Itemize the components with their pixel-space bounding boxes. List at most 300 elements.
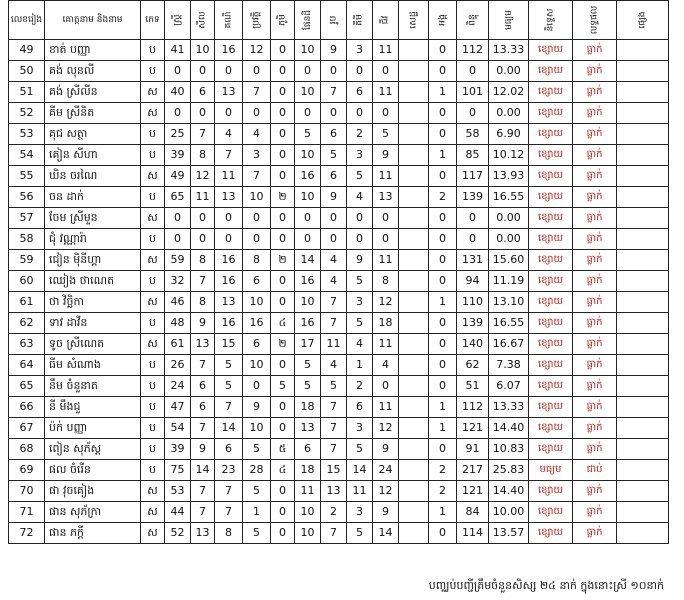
table-cell: 26 [165, 355, 191, 376]
table-cell: 15.60 [489, 250, 529, 271]
table-cell: 17 [295, 334, 321, 355]
result-cell: ខ្សោយ [529, 82, 573, 103]
table-cell: 3 [243, 145, 271, 166]
table-cell: ៤ [271, 460, 295, 481]
table-cell: 1 [429, 418, 457, 439]
column-header [321, 1, 347, 40]
table-cell: ៤ [271, 313, 295, 334]
table-cell: 85 [457, 145, 489, 166]
table-cell: 1 [429, 397, 457, 418]
table-cell: 39 [165, 145, 191, 166]
column-header [243, 1, 271, 40]
table-cell: 14 [373, 523, 399, 544]
table-cell: 5 [295, 124, 321, 145]
table-cell: 121 [457, 418, 489, 439]
table-body [9, 40, 669, 544]
table-cell: 0 [191, 229, 215, 250]
table-cell: 0 [215, 229, 243, 250]
column-header [215, 1, 243, 40]
table-cell [399, 523, 429, 544]
table-cell [399, 355, 429, 376]
table-cell: 84 [457, 502, 489, 523]
table-cell: 3 [347, 145, 373, 166]
result-cell: ធ្លាក់ [573, 229, 617, 250]
table-cell: 0 [295, 103, 321, 124]
table-cell: 13.33 [489, 397, 529, 418]
table-cell: 59 [9, 250, 45, 271]
table-cell [399, 334, 429, 355]
table-cell: 0 [429, 250, 457, 271]
table-cell [617, 82, 669, 103]
student-name-cell: ខាត់ បញ្ញា [45, 40, 141, 61]
column-header-label: គីមី [354, 14, 365, 26]
table-cell: 9 [243, 397, 271, 418]
table-cell: 7.38 [489, 355, 529, 376]
table-cell: 16 [215, 250, 243, 271]
table-cell [617, 145, 669, 166]
table-cell [399, 250, 429, 271]
table-cell: 0 [271, 145, 295, 166]
table-cell: 10 [243, 418, 271, 439]
table-cell [617, 124, 669, 145]
table-cell: 4 [243, 124, 271, 145]
table-cell: 6 [347, 82, 373, 103]
table-cell: ២ [271, 334, 295, 355]
table-cell: 0 [373, 103, 399, 124]
table-row [9, 355, 669, 376]
table-cell: 10 [243, 292, 271, 313]
table-cell: 10.83 [489, 439, 529, 460]
table-cell: 0 [165, 103, 191, 124]
result-cell: ធ្លាក់ [573, 376, 617, 397]
table-cell: 6 [215, 439, 243, 460]
table-cell: 0 [321, 103, 347, 124]
header-row [9, 1, 669, 40]
table-cell: 8 [191, 292, 215, 313]
table-cell: 55 [9, 166, 45, 187]
table-row [9, 271, 669, 292]
table-cell: 5 [243, 439, 271, 460]
column-header [399, 1, 429, 40]
table-cell [399, 418, 429, 439]
column-header-label: ភូមិ [277, 14, 288, 26]
column-header-label: គណិ [223, 11, 234, 29]
table-cell [399, 376, 429, 397]
table-cell: 0 [271, 103, 295, 124]
column-header-label: មធ្យម [503, 10, 514, 30]
student-name-cell: គីម ស្រីនិត [45, 103, 141, 124]
column-header-label: ផែនដី [302, 10, 313, 30]
column-header-label: សីល [197, 11, 208, 29]
table-cell: 117 [457, 166, 489, 187]
table-cell: 13 [191, 523, 215, 544]
table-row [9, 397, 669, 418]
summary-footer: បញ្ឈប់បញ្ជីត្រឹមចំនួនសិស្ស ២៤ នាក់ ក្នុងនោះស្រី ១០នាក់ [428, 579, 664, 592]
table-cell: 11 [373, 40, 399, 61]
table-cell: 13 [321, 481, 347, 502]
student-name-cell: នី មឹងជួ [45, 397, 141, 418]
table-cell: 0 [429, 271, 457, 292]
table-cell: 47 [165, 397, 191, 418]
table-cell: 0 [271, 229, 295, 250]
table-cell: 13 [191, 334, 215, 355]
table-cell: 6 [321, 124, 347, 145]
table-cell: 62 [9, 313, 45, 334]
table-cell: 0.00 [489, 103, 529, 124]
table-cell: 11 [321, 334, 347, 355]
table-cell [617, 376, 669, 397]
table-header [9, 1, 669, 40]
table-cell: 10 [191, 40, 215, 61]
table-cell: ស [141, 250, 165, 271]
table-cell: 0.00 [489, 229, 529, 250]
table-cell: ប [141, 418, 165, 439]
table-cell: 2 [347, 376, 373, 397]
table-cell: 0.00 [489, 61, 529, 82]
table-cell: 0 [429, 334, 457, 355]
result-cell: ធ្លាក់ [573, 439, 617, 460]
table-cell: 16 [215, 40, 243, 61]
table-row [9, 103, 669, 124]
table-cell: 3 [347, 292, 373, 313]
table-cell: 71 [9, 502, 45, 523]
table-cell: 0 [243, 229, 271, 250]
table-cell: 52 [165, 523, 191, 544]
table-cell: 0 [271, 292, 295, 313]
table-cell: 0 [271, 481, 295, 502]
table-row [9, 187, 669, 208]
result-cell: ខ្សោយ [529, 229, 573, 250]
student-name-cell: គុជ សត្ថា [45, 124, 141, 145]
table-row [9, 481, 669, 502]
table-cell: 7 [191, 481, 215, 502]
table-row [9, 61, 669, 82]
column-header-label: ជីវ [380, 15, 391, 25]
table-cell [617, 61, 669, 82]
result-cell: ធ្លាក់ [573, 187, 617, 208]
table-cell [617, 271, 669, 292]
student-name-cell: ឈៀង ថាណេត [45, 271, 141, 292]
table-cell: 1 [429, 145, 457, 166]
table-cell: 0 [457, 229, 489, 250]
column-header-label: ពិន្ទុ [467, 14, 478, 26]
table-cell: 0 [271, 502, 295, 523]
table-cell [617, 40, 669, 61]
table-cell: 7 [321, 82, 347, 103]
column-header-label: អង្គ [437, 14, 448, 26]
table-cell: 13.93 [489, 166, 529, 187]
table-cell: 25.83 [489, 460, 529, 481]
table-cell: 4 [321, 355, 347, 376]
student-name-cell: ប៉ក់ បញ្ញា [45, 418, 141, 439]
table-cell: 0 [321, 61, 347, 82]
result-cell: ធ្លាក់ [573, 40, 617, 61]
table-cell: 0 [373, 208, 399, 229]
table-cell: 11 [373, 250, 399, 271]
table-cell: 9 [373, 145, 399, 166]
table-cell: 11 [191, 187, 215, 208]
table-cell: 5 [215, 355, 243, 376]
table-cell: 7 [321, 292, 347, 313]
table-cell: 75 [165, 460, 191, 481]
table-cell: 0 [165, 208, 191, 229]
table-cell: 0 [347, 61, 373, 82]
table-cell [617, 187, 669, 208]
result-cell: ខ្សោយ [529, 271, 573, 292]
table-cell: ស [141, 208, 165, 229]
table-cell: 2 [429, 187, 457, 208]
result-cell: ខ្សោយ [529, 397, 573, 418]
table-cell: ប [141, 229, 165, 250]
table-cell: 5 [321, 145, 347, 166]
table-cell: 56 [9, 187, 45, 208]
table-row [9, 418, 669, 439]
table-cell: 13 [215, 292, 243, 313]
result-cell: ខ្សោយ [529, 502, 573, 523]
column-header [295, 1, 321, 40]
table-cell: 13.57 [489, 523, 529, 544]
table-cell: 23 [215, 460, 243, 481]
table-cell: 0 [429, 313, 457, 334]
student-name-cell: ផាន ភក្ដី [45, 523, 141, 544]
table-cell [617, 229, 669, 250]
student-name-cell: ពៀន សុភ័ស្ត [45, 439, 141, 460]
table-cell: 0 [429, 208, 457, 229]
table-cell [399, 145, 429, 166]
result-cell: ខ្សោយ [529, 439, 573, 460]
table-cell: 121 [457, 481, 489, 502]
table-cell: ស [141, 481, 165, 502]
table-cell: 7 [321, 418, 347, 439]
student-name-cell: ផល ចំរើន [45, 460, 141, 481]
table-cell: 0 [191, 103, 215, 124]
table-cell: 12 [373, 418, 399, 439]
table-cell: 2 [321, 502, 347, 523]
table-cell: 18 [373, 313, 399, 334]
table-cell [617, 418, 669, 439]
table-cell: 6 [191, 376, 215, 397]
table-cell [399, 124, 429, 145]
table-cell [617, 250, 669, 271]
table-cell: 4 [321, 271, 347, 292]
table-cell: 69 [9, 460, 45, 481]
table-cell: 16 [215, 271, 243, 292]
student-name-cell: គង់ លុនលី [45, 61, 141, 82]
table-row [9, 460, 669, 481]
table-cell: 51 [457, 376, 489, 397]
table-cell: 0 [243, 376, 271, 397]
table-row [9, 292, 669, 313]
table-cell: 6 [321, 166, 347, 187]
table-cell: 0 [271, 82, 295, 103]
table-cell: 5 [295, 376, 321, 397]
result-cell: ខ្សោយ [529, 418, 573, 439]
result-cell: ធ្លាក់ [573, 502, 617, 523]
result-cell: ធ្លាក់ [573, 166, 617, 187]
table-cell: 14 [215, 418, 243, 439]
table-cell: ប [141, 145, 165, 166]
table-cell: 7 [321, 397, 347, 418]
column-header [489, 1, 529, 40]
table-cell: 101 [457, 82, 489, 103]
result-cell: ខ្សោយ [529, 334, 573, 355]
student-name-cell: ឃិន ចរណៃ [45, 166, 141, 187]
table-cell: 5 [347, 166, 373, 187]
result-cell: ធ្លាក់ [573, 418, 617, 439]
table-row [9, 40, 669, 61]
table-cell: 112 [457, 40, 489, 61]
table-cell: 9 [373, 439, 399, 460]
table-cell: 5 [243, 523, 271, 544]
table-cell: 7 [191, 418, 215, 439]
table-cell: 0 [429, 355, 457, 376]
table-cell: ស [141, 502, 165, 523]
table-cell: 0 [429, 523, 457, 544]
table-cell: 0 [271, 397, 295, 418]
table-cell: 50 [9, 61, 45, 82]
result-cell: ខ្សោយ [529, 376, 573, 397]
table-cell: 5 [295, 355, 321, 376]
table-cell: ស [141, 103, 165, 124]
student-name-cell: ចែម ស្រីមួន [45, 208, 141, 229]
table-cell: ស [141, 292, 165, 313]
column-header [9, 1, 45, 40]
table-cell: 7 [191, 355, 215, 376]
table-cell: 0 [429, 103, 457, 124]
table-cell: 13.10 [489, 292, 529, 313]
table-cell: 12.02 [489, 82, 529, 103]
column-header-label: ប្រវត្តិ [251, 11, 262, 29]
table-cell: 3 [347, 418, 373, 439]
table-cell: 24 [165, 376, 191, 397]
table-cell: 13 [215, 82, 243, 103]
table-cell: 2 [347, 124, 373, 145]
student-name-cell: គង់ ស្រីលីន [45, 82, 141, 103]
table-cell: ប [141, 271, 165, 292]
table-cell: 7 [191, 124, 215, 145]
table-cell: 70 [9, 481, 45, 502]
table-cell: 6 [243, 271, 271, 292]
table-cell: 7 [215, 145, 243, 166]
table-cell: 16.55 [489, 187, 529, 208]
table-cell: 0 [373, 61, 399, 82]
table-cell: 0 [295, 229, 321, 250]
table-cell: 72 [9, 523, 45, 544]
column-header [271, 1, 295, 40]
table-cell: 11 [373, 82, 399, 103]
table-cell: 2 [429, 460, 457, 481]
table-cell: 139 [457, 187, 489, 208]
table-row [9, 145, 669, 166]
table-cell: 0 [457, 103, 489, 124]
table-cell [617, 334, 669, 355]
table-cell: 60 [9, 271, 45, 292]
column-header [165, 1, 191, 40]
table-cell [399, 460, 429, 481]
table-cell [617, 397, 669, 418]
column-header-label: ផ្សេង [637, 11, 648, 29]
table-cell: ស [141, 334, 165, 355]
table-cell [399, 313, 429, 334]
table-row [9, 523, 669, 544]
column-header-label: និទ្ទេស [545, 8, 556, 32]
table-cell [399, 61, 429, 82]
result-cell: ធ្លាក់ [573, 271, 617, 292]
result-cell: ខ្សោយ [529, 250, 573, 271]
table-cell: 15 [321, 460, 347, 481]
table-cell: 0.00 [489, 208, 529, 229]
table-cell [399, 229, 429, 250]
table-cell: 0 [243, 208, 271, 229]
column-header-label: លេខរៀង [10, 15, 43, 25]
table-cell [399, 166, 429, 187]
table-cell: 0 [243, 61, 271, 82]
table-cell: 18 [295, 397, 321, 418]
table-cell: 1 [429, 82, 457, 103]
table-cell: 4 [373, 355, 399, 376]
table-cell: ស [141, 166, 165, 187]
table-cell: 0 [321, 229, 347, 250]
table-cell: 14 [295, 250, 321, 271]
result-cell: ខ្សោយ [529, 145, 573, 166]
result-cell: ធ្លាក់ [573, 61, 617, 82]
table-cell: 10 [295, 82, 321, 103]
table-row [9, 334, 669, 355]
result-cell: ជាប់ [573, 460, 617, 481]
student-name-cell: ចន ដាក់ [45, 187, 141, 208]
student-name-cell: ធីម សំណាង [45, 355, 141, 376]
table-cell: 32 [165, 271, 191, 292]
student-name-cell: ទាវ ដាវីន [45, 313, 141, 334]
table-cell: 6.90 [489, 124, 529, 145]
table-cell: 51 [9, 82, 45, 103]
table-row [9, 166, 669, 187]
table-cell: 140 [457, 334, 489, 355]
table-cell: 7 [215, 397, 243, 418]
table-row [9, 439, 669, 460]
table-cell: 0 [191, 208, 215, 229]
table-cell: 48 [165, 313, 191, 334]
table-cell: ប [141, 124, 165, 145]
table-cell: 0 [271, 355, 295, 376]
table-cell: 59 [165, 250, 191, 271]
table-cell: 11.19 [489, 271, 529, 292]
column-header [45, 1, 141, 40]
table-cell: 14 [191, 460, 215, 481]
table-cell [399, 40, 429, 61]
table-cell: 0 [347, 103, 373, 124]
table-cell: 0 [215, 208, 243, 229]
table-cell: 8 [215, 523, 243, 544]
table-cell: 0 [457, 208, 489, 229]
table-cell: 91 [457, 439, 489, 460]
table-cell: 10 [243, 355, 271, 376]
table-cell [399, 187, 429, 208]
table-cell [399, 82, 429, 103]
student-name-cell: ផា វុចគៀង [45, 481, 141, 502]
table-cell: 12 [243, 40, 271, 61]
table-cell: 11 [347, 481, 373, 502]
table-cell: 57 [9, 208, 45, 229]
table-cell: 16.67 [489, 334, 529, 355]
result-cell: ខ្សោយ [529, 355, 573, 376]
result-cell: ធ្លាក់ [573, 355, 617, 376]
table-cell: 10 [295, 40, 321, 61]
table-cell: 46 [165, 292, 191, 313]
column-header [347, 1, 373, 40]
table-cell: 3 [347, 40, 373, 61]
table-cell: 11 [373, 334, 399, 355]
